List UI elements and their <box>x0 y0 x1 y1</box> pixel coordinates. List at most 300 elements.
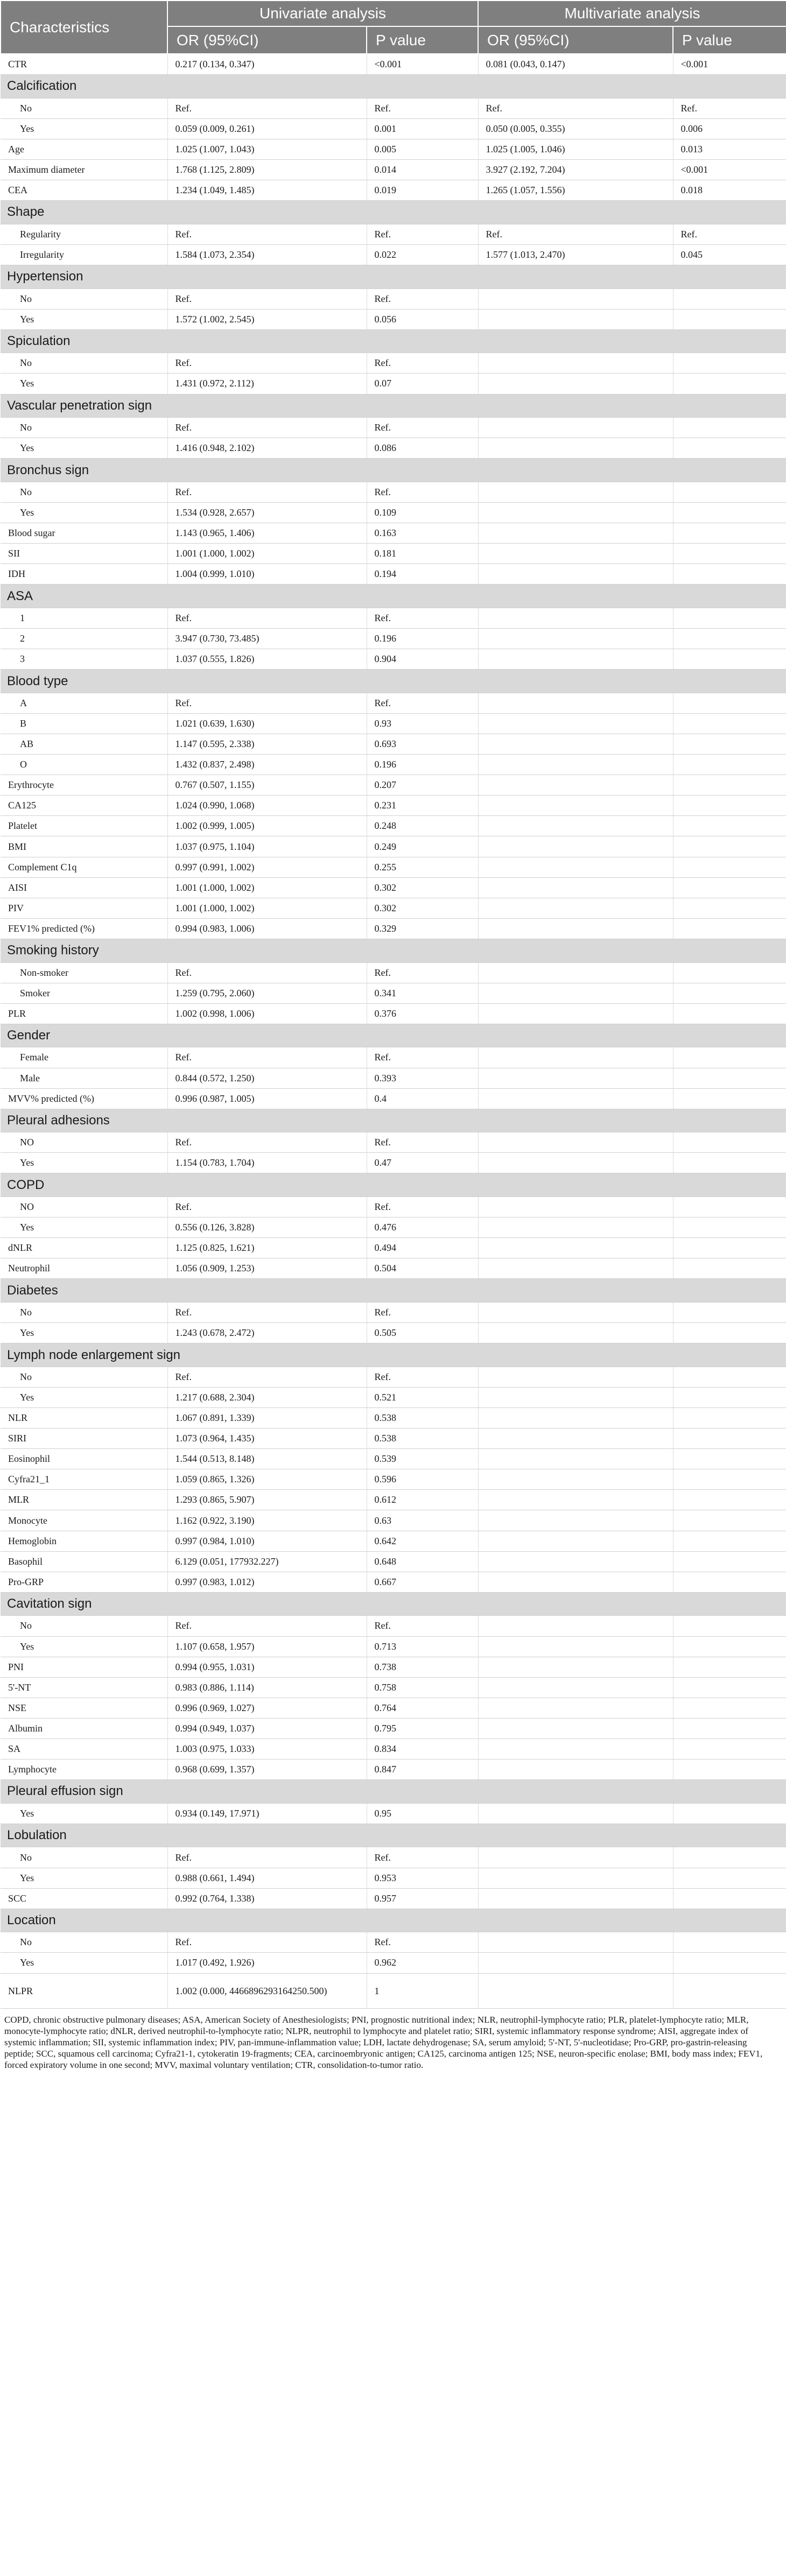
row-label: Female <box>1 1047 167 1068</box>
multivariate-or-cell <box>478 1449 673 1469</box>
multivariate-or-cell <box>478 1847 673 1868</box>
row-label: No <box>1 418 167 438</box>
univariate-p-cell: Ref. <box>367 1616 478 1636</box>
multivariate-or-cell <box>478 1572 673 1592</box>
univariate-or-cell: 1.002 (0.000, 4466896293164250.500) <box>167 1973 367 2008</box>
row-label: AISI <box>1 877 167 898</box>
row-label: Yes <box>1 502 167 523</box>
row-label: Age <box>1 139 167 159</box>
multivariate-or-cell <box>478 1088 673 1109</box>
multivariate-p-cell <box>673 713 786 734</box>
multivariate-or-cell <box>478 1490 673 1510</box>
multivariate-p-cell <box>673 1387 786 1407</box>
row-label: Smoker <box>1 983 167 1003</box>
multivariate-p-cell <box>673 1197 786 1217</box>
section-row <box>1 329 786 353</box>
multivariate-p-cell <box>673 1217 786 1238</box>
section-row <box>1 1592 786 1616</box>
multivariate-p-cell <box>673 1428 786 1449</box>
multivariate-or-cell <box>478 1868 673 1888</box>
univariate-or-cell: 1.154 (0.783, 1.704) <box>167 1153 367 1173</box>
univariate-p-cell: Ref. <box>367 418 478 438</box>
section-label: Pleural adhesions <box>1 1109 786 1132</box>
table-row <box>1 983 786 1003</box>
row-label: No <box>1 1367 167 1387</box>
multivariate-p-cell <box>673 1657 786 1677</box>
multivariate-p-cell <box>673 564 786 585</box>
row-label: No <box>1 1616 167 1636</box>
univariate-p-cell: 0.207 <box>367 775 478 796</box>
univariate-p-cell: 0.834 <box>367 1739 478 1759</box>
multivariate-p-cell <box>673 1068 786 1088</box>
row-label: Yes <box>1 1217 167 1238</box>
univariate-p-cell: 0.07 <box>367 374 478 394</box>
multivariate-or-cell <box>478 1367 673 1387</box>
row-label: MVV% predicted (%) <box>1 1088 167 1109</box>
section-row <box>1 1024 786 1047</box>
row-label: 1 <box>1 608 167 628</box>
multivariate-p-cell <box>673 1847 786 1868</box>
univariate-or-cell: 0.997 (0.984, 1.010) <box>167 1531 367 1551</box>
multivariate-p-cell <box>673 1132 786 1153</box>
row-label: No <box>1 482 167 502</box>
univariate-or-cell: 1.107 (0.658, 1.957) <box>167 1636 367 1657</box>
section-row <box>1 1109 786 1132</box>
multivariate-or-cell <box>478 288 673 309</box>
univariate-or-cell: 1.534 (0.928, 2.657) <box>167 502 367 523</box>
row-label: Non-smoker <box>1 962 167 983</box>
table-row <box>1 1868 786 1888</box>
table-row <box>1 1153 786 1173</box>
univariate-or-cell: 1.037 (0.555, 1.826) <box>167 649 367 670</box>
univariate-or-cell: Ref. <box>167 418 367 438</box>
multivariate-or-cell <box>478 1132 673 1153</box>
row-label: Pro-GRP <box>1 1572 167 1592</box>
multivariate-p-cell <box>673 1739 786 1759</box>
table-row <box>1 796 786 816</box>
multivariate-or-cell <box>478 1698 673 1718</box>
univariate-p-cell: 0.476 <box>367 1217 478 1238</box>
multivariate-or-cell <box>478 502 673 523</box>
multivariate-p-cell <box>673 1616 786 1636</box>
table-row <box>1 1238 786 1258</box>
univariate-p-cell: Ref. <box>367 1847 478 1868</box>
table-row <box>1 374 786 394</box>
multivariate-or-cell <box>478 1408 673 1428</box>
univariate-or-cell: 1.002 (0.998, 1.006) <box>167 1003 367 1024</box>
univariate-or-cell: Ref. <box>167 224 367 244</box>
multivariate-p-cell: 0.018 <box>673 180 786 201</box>
row-label: Yes <box>1 1803 167 1824</box>
multivariate-or-cell: 0.050 (0.005, 0.355) <box>478 118 673 139</box>
multivariate-or-cell <box>478 1510 673 1531</box>
univariate-p-cell: Ref. <box>367 1132 478 1153</box>
multivariate-p-cell <box>673 1973 786 2008</box>
multivariate-or-cell <box>478 564 673 585</box>
multivariate-or-cell <box>478 649 673 670</box>
table-row <box>1 1888 786 1909</box>
header-multivariate-p: P value <box>673 26 786 54</box>
univariate-p-cell: 0.005 <box>367 139 478 159</box>
univariate-p-cell: 0.612 <box>367 1490 478 1510</box>
section-label: Bronchus sign <box>1 459 786 482</box>
table-row <box>1 502 786 523</box>
multivariate-or-cell <box>478 1303 673 1323</box>
row-label: Yes <box>1 1868 167 1888</box>
table-body <box>1 54 786 2008</box>
univariate-p-cell: 0.001 <box>367 118 478 139</box>
multivariate-or-cell <box>478 1551 673 1572</box>
multivariate-p-cell <box>673 1258 786 1279</box>
row-label: CTR <box>1 54 167 75</box>
row-label: PLR <box>1 1003 167 1024</box>
univariate-or-cell: 1.125 (0.825, 1.621) <box>167 1238 367 1258</box>
section-label: ASA <box>1 585 786 608</box>
multivariate-or-cell <box>478 693 673 713</box>
row-label: No <box>1 1847 167 1868</box>
multivariate-or-cell <box>478 1616 673 1636</box>
section-label: Vascular penetration sign <box>1 394 786 418</box>
table-row <box>1 1197 786 1217</box>
table-header <box>1 1 786 54</box>
header-univariate: Univariate analysis <box>167 1 478 26</box>
section-label: Location <box>1 1909 786 1932</box>
table-row <box>1 1490 786 1510</box>
univariate-or-cell: 1.431 (0.972, 2.112) <box>167 374 367 394</box>
univariate-p-cell: 0.255 <box>367 857 478 877</box>
row-label: Yes <box>1 1323 167 1343</box>
univariate-p-cell: 0.249 <box>367 836 478 857</box>
univariate-or-cell: 1.003 (0.975, 1.033) <box>167 1739 367 1759</box>
table-row <box>1 1616 786 1636</box>
univariate-p-cell: 0.93 <box>367 713 478 734</box>
table-row <box>1 629 786 649</box>
univariate-or-cell: 1.243 (0.678, 2.472) <box>167 1323 367 1343</box>
multivariate-or-cell <box>478 544 673 564</box>
multivariate-or-cell <box>478 438 673 459</box>
multivariate-or-cell <box>478 1677 673 1698</box>
multivariate-p-cell: Ref. <box>673 98 786 118</box>
table-row <box>1 1718 786 1739</box>
section-label: Smoking history <box>1 939 786 962</box>
multivariate-p-cell <box>673 755 786 775</box>
section-label: Spiculation <box>1 329 786 353</box>
section-row <box>1 670 786 693</box>
multivariate-p-cell <box>673 857 786 877</box>
multivariate-p-cell <box>673 544 786 564</box>
row-label: PIV <box>1 898 167 918</box>
univariate-or-cell: 1.143 (0.965, 1.406) <box>167 523 367 544</box>
univariate-p-cell: Ref. <box>367 224 478 244</box>
univariate-or-cell: Ref. <box>167 1132 367 1153</box>
univariate-p-cell: 0.764 <box>367 1698 478 1718</box>
multivariate-or-cell <box>478 482 673 502</box>
multivariate-or-cell <box>478 1657 673 1677</box>
table-row <box>1 1531 786 1551</box>
multivariate-p-cell <box>673 482 786 502</box>
multivariate-p-cell <box>673 1636 786 1657</box>
table-row <box>1 1847 786 1868</box>
row-label: Cyfra21_1 <box>1 1469 167 1490</box>
row-label: Yes <box>1 1636 167 1657</box>
univariate-p-cell: Ref. <box>367 1367 478 1387</box>
univariate-or-cell: Ref. <box>167 1303 367 1323</box>
multivariate-p-cell: 0.013 <box>673 139 786 159</box>
row-label: SIRI <box>1 1428 167 1449</box>
section-label: Shape <box>1 201 786 224</box>
multivariate-p-cell <box>673 918 786 939</box>
table-row <box>1 693 786 713</box>
table-row <box>1 1953 786 1973</box>
multivariate-p-cell <box>673 898 786 918</box>
univariate-or-cell: 0.983 (0.886, 1.114) <box>167 1677 367 1698</box>
univariate-p-cell: 0.376 <box>367 1003 478 1024</box>
multivariate-or-cell <box>478 1469 673 1490</box>
univariate-p-cell: <0.001 <box>367 54 478 75</box>
row-label: Regularity <box>1 224 167 244</box>
univariate-p-cell: 0.341 <box>367 983 478 1003</box>
row-label: No <box>1 288 167 309</box>
univariate-p-cell: Ref. <box>367 1047 478 1068</box>
univariate-p-cell: 0.904 <box>367 649 478 670</box>
univariate-p-cell: 0.196 <box>367 755 478 775</box>
table-footnote: COPD, chronic obstructive pulmonary diseases; ASA, American Society of Anesthesiologists; PNI, prognostic nutritional index; NLR, neutrophil-lymphocyte ratio; PLR, platelet-lymphocyte ratio; MLR, monocyte-lymphocyte ratio; dNLR, derived neutrophil-to-lymphocyte ratio; NLPR, neutrophil to lymphocyte and platelet ratio; SIRI, systemic inflammatory response syndrome; AISI, aggregate index of systemic inflammation; SII, systemic inflammation index; PIV, pan-immune-inflammation value; LDH, lactate dehydrogenase; SA, serum amyloid; 5'-NT, 5'-nucleotidase; Pro-GRP, pro-gastrin-releasing peptide; SCC, squamous cell carcinoma; Cyfra21-1, cytokeratin 19-fragments; CEA, carcinoembryonic antigen; CA125, carcinoma antigen 125; NSE, neuron-specific enolase; BMI, body mass index; FEV1, forced expiratory volume in one second; MVV, maximal voluntary ventilation; CTR, consolidation-to-tumor ratio. <box>4 2014 763 2070</box>
row-label: O <box>1 755 167 775</box>
table-row <box>1 1088 786 1109</box>
multivariate-or-cell <box>478 1636 673 1657</box>
multivariate-p-cell <box>673 1953 786 1973</box>
row-label: CA125 <box>1 796 167 816</box>
multivariate-p-cell <box>673 288 786 309</box>
table-row <box>1 180 786 201</box>
multivariate-or-cell: 3.927 (2.192, 7.204) <box>478 159 673 180</box>
univariate-or-cell: Ref. <box>167 1197 367 1217</box>
row-label: Maximum diameter <box>1 159 167 180</box>
univariate-p-cell: 0.056 <box>367 309 478 329</box>
univariate-or-cell: Ref. <box>167 288 367 309</box>
multivariate-or-cell <box>478 1428 673 1449</box>
multivariate-p-cell <box>673 816 786 836</box>
multivariate-p-cell <box>673 796 786 816</box>
row-label: Yes <box>1 1387 167 1407</box>
table-row <box>1 755 786 775</box>
univariate-p-cell: Ref. <box>367 482 478 502</box>
header-univariate-or: OR (95%CI) <box>167 26 367 54</box>
multivariate-or-cell <box>478 374 673 394</box>
table-row <box>1 139 786 159</box>
table-row <box>1 857 786 877</box>
multivariate-p-cell <box>673 1572 786 1592</box>
univariate-p-cell: 0.163 <box>367 523 478 544</box>
table-row <box>1 1803 786 1824</box>
univariate-or-cell: 0.997 (0.983, 1.012) <box>167 1572 367 1592</box>
multivariate-or-cell <box>478 918 673 939</box>
univariate-p-cell: 0.539 <box>367 1449 478 1469</box>
section-row <box>1 265 786 288</box>
multivariate-or-cell <box>478 755 673 775</box>
multivariate-or-cell: Ref. <box>478 98 673 118</box>
table-row <box>1 836 786 857</box>
table-row <box>1 244 786 265</box>
table-row <box>1 309 786 329</box>
table-row <box>1 1973 786 2008</box>
table-row <box>1 713 786 734</box>
univariate-or-cell: 1.217 (0.688, 2.304) <box>167 1387 367 1407</box>
multivariate-or-cell <box>478 1047 673 1068</box>
section-row <box>1 459 786 482</box>
multivariate-p-cell: Ref. <box>673 224 786 244</box>
row-label: BMI <box>1 836 167 857</box>
multivariate-or-cell <box>478 983 673 1003</box>
table-row <box>1 482 786 502</box>
section-label: Hypertension <box>1 265 786 288</box>
table-row <box>1 564 786 585</box>
row-label: B <box>1 713 167 734</box>
multivariate-p-cell <box>673 523 786 544</box>
table-row <box>1 54 786 75</box>
row-label: NSE <box>1 1698 167 1718</box>
univariate-p-cell: 0.504 <box>367 1258 478 1279</box>
multivariate-p-cell <box>673 608 786 628</box>
univariate-or-cell: 1.073 (0.964, 1.435) <box>167 1428 367 1449</box>
univariate-or-cell: 0.994 (0.983, 1.006) <box>167 918 367 939</box>
multivariate-p-cell <box>673 1047 786 1068</box>
row-label: Albumin <box>1 1718 167 1739</box>
table-row <box>1 1657 786 1677</box>
row-label: NO <box>1 1197 167 1217</box>
univariate-or-cell: 1.056 (0.909, 1.253) <box>167 1258 367 1279</box>
univariate-p-cell: Ref. <box>367 353 478 374</box>
univariate-or-cell: 0.997 (0.991, 1.002) <box>167 857 367 877</box>
multivariate-or-cell <box>478 962 673 983</box>
univariate-p-cell: 0.521 <box>367 1387 478 1407</box>
univariate-p-cell: 0.642 <box>367 1531 478 1551</box>
table-row <box>1 1217 786 1238</box>
univariate-or-cell: 1.025 (1.007, 1.043) <box>167 139 367 159</box>
table-row <box>1 1510 786 1531</box>
table-row <box>1 1551 786 1572</box>
row-label: Yes <box>1 374 167 394</box>
row-label: NO <box>1 1132 167 1153</box>
multivariate-or-cell <box>478 1068 673 1088</box>
multivariate-p-cell <box>673 775 786 796</box>
univariate-or-cell: 1.001 (1.000, 1.002) <box>167 898 367 918</box>
section-label: Lymph node enlargement sign <box>1 1343 786 1367</box>
univariate-p-cell: 0.957 <box>367 1888 478 1909</box>
table-row <box>1 1132 786 1153</box>
multivariate-or-cell <box>478 1932 673 1953</box>
univariate-p-cell: 0.196 <box>367 629 478 649</box>
table-row <box>1 544 786 564</box>
multivariate-p-cell <box>673 1677 786 1698</box>
univariate-or-cell: 0.767 (0.507, 1.155) <box>167 775 367 796</box>
multivariate-p-cell <box>673 1153 786 1173</box>
multivariate-or-cell: 1.577 (1.013, 2.470) <box>478 244 673 265</box>
table-row <box>1 1698 786 1718</box>
multivariate-or-cell <box>478 898 673 918</box>
univariate-p-cell: 0.302 <box>367 877 478 898</box>
multivariate-p-cell: 0.045 <box>673 244 786 265</box>
multivariate-p-cell <box>673 734 786 755</box>
univariate-or-cell: 1.162 (0.922, 3.190) <box>167 1510 367 1531</box>
univariate-p-cell: Ref. <box>367 962 478 983</box>
multivariate-p-cell <box>673 309 786 329</box>
row-label: Hemoglobin <box>1 1531 167 1551</box>
multivariate-p-cell <box>673 1408 786 1428</box>
row-label: Male <box>1 1068 167 1088</box>
univariate-p-cell: 0.086 <box>367 438 478 459</box>
multivariate-or-cell <box>478 1718 673 1739</box>
multivariate-or-cell: 1.265 (1.057, 1.556) <box>478 180 673 201</box>
univariate-p-cell: 0.738 <box>367 1657 478 1677</box>
row-label: CEA <box>1 180 167 201</box>
row-label: FEV1% predicted (%) <box>1 918 167 939</box>
multivariate-or-cell <box>478 1238 673 1258</box>
multivariate-p-cell: <0.001 <box>673 159 786 180</box>
univariate-or-cell: Ref. <box>167 1367 367 1387</box>
row-label: Yes <box>1 118 167 139</box>
row-label: MLR <box>1 1490 167 1510</box>
univariate-or-cell: 0.994 (0.955, 1.031) <box>167 1657 367 1677</box>
multivariate-p-cell <box>673 1718 786 1739</box>
univariate-or-cell: Ref. <box>167 962 367 983</box>
multivariate-or-cell <box>478 1003 673 1024</box>
univariate-or-cell: 1.259 (0.795, 2.060) <box>167 983 367 1003</box>
row-label: Yes <box>1 438 167 459</box>
univariate-or-cell: 0.556 (0.126, 3.828) <box>167 1217 367 1238</box>
table-row <box>1 418 786 438</box>
table-row <box>1 1367 786 1387</box>
univariate-p-cell: 0.181 <box>367 544 478 564</box>
univariate-p-cell: 0.538 <box>367 1428 478 1449</box>
table-row <box>1 775 786 796</box>
row-label: NLPR <box>1 1973 167 2008</box>
univariate-or-cell: Ref. <box>167 608 367 628</box>
univariate-or-cell: 1.572 (1.002, 2.545) <box>167 309 367 329</box>
table-row <box>1 1677 786 1698</box>
section-label: Diabetes <box>1 1279 786 1303</box>
multivariate-p-cell: 0.006 <box>673 118 786 139</box>
multivariate-p-cell <box>673 1932 786 1953</box>
multivariate-or-cell <box>478 1197 673 1217</box>
univariate-or-cell: 1.293 (0.865, 5.907) <box>167 1490 367 1510</box>
row-label: NLR <box>1 1408 167 1428</box>
row-label: Basophil <box>1 1551 167 1572</box>
multivariate-or-cell <box>478 877 673 898</box>
univariate-or-cell: Ref. <box>167 482 367 502</box>
multivariate-or-cell <box>478 734 673 755</box>
univariate-p-cell: 0.393 <box>367 1068 478 1088</box>
multivariate-p-cell <box>673 693 786 713</box>
univariate-or-cell: 0.996 (0.987, 1.005) <box>167 1088 367 1109</box>
multivariate-p-cell <box>673 836 786 857</box>
multivariate-or-cell <box>478 1531 673 1551</box>
multivariate-p-cell <box>673 1698 786 1718</box>
multivariate-or-cell: Ref. <box>478 224 673 244</box>
univariate-p-cell: Ref. <box>367 288 478 309</box>
multivariate-p-cell <box>673 1449 786 1469</box>
univariate-or-cell: 1.037 (0.975, 1.104) <box>167 836 367 857</box>
multivariate-p-cell <box>673 1303 786 1323</box>
multivariate-p-cell <box>673 649 786 670</box>
row-label: Monocyte <box>1 1510 167 1531</box>
multivariate-p-cell <box>673 1888 786 1909</box>
section-row <box>1 1824 786 1847</box>
multivariate-or-cell <box>478 1153 673 1173</box>
univariate-or-cell: 1.024 (0.990, 1.068) <box>167 796 367 816</box>
table-row <box>1 523 786 544</box>
table-row <box>1 962 786 983</box>
